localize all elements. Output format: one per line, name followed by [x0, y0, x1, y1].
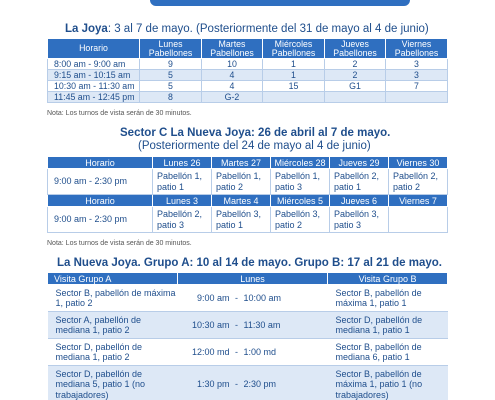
table-cell	[389, 207, 448, 233]
grupo-b-cell: Sector D, pabellón de mediana 1, patio 1	[328, 312, 448, 339]
start-time: 12:00 md	[178, 339, 230, 366]
table-cell: 7	[386, 81, 448, 92]
table-row	[48, 81, 448, 92]
table-row	[48, 169, 448, 195]
table-header-row	[48, 195, 448, 207]
table-cell: G1	[325, 81, 386, 92]
table-cell: 2	[325, 70, 386, 81]
table-cell	[263, 92, 325, 103]
table-cell: 9:15 am - 10:15 am	[48, 70, 140, 81]
table-cell: Pabellón 2, patio 3	[153, 207, 212, 233]
table-row	[48, 59, 448, 70]
header-miercoles: Miércoles Pabellones	[263, 39, 325, 59]
header-horario: Horario	[48, 195, 153, 207]
table-cell: 10:30 am - 11:30 am	[48, 81, 140, 92]
table-row	[48, 285, 448, 312]
header-day: Viernes 30	[389, 157, 448, 169]
table-header-row	[48, 157, 448, 169]
header-day: Jueves 29	[330, 157, 389, 169]
table-cell: Pabellón 1, patio 3	[271, 169, 330, 195]
time-dash: -	[230, 285, 244, 312]
table-cell: Pabellón 2, patio 1	[330, 169, 389, 195]
section1-title-bold: La Joya	[65, 23, 108, 35]
time-dash: -	[230, 339, 244, 366]
table-cell: 1	[263, 70, 325, 81]
table-cell: G-2	[202, 92, 263, 103]
table-row	[48, 70, 448, 81]
header-jueves: Jueves Pabellones	[325, 39, 386, 59]
header-day: Lunes 3	[153, 195, 212, 207]
table-cell: 2	[325, 59, 386, 70]
table-cell: 3	[386, 59, 448, 70]
grupo-b-cell: Sector B, pabellón de mediana 6, patio 1	[328, 339, 448, 366]
end-time: 2:30 pm	[244, 366, 328, 400]
table-header-row	[48, 273, 448, 285]
grupo-a-cell: Sector B, pabellón de máxima 1, patio 2	[48, 285, 178, 312]
table-row	[48, 339, 448, 366]
time-dash: -	[230, 366, 244, 400]
table-cell: Pabellón 1, patio 2	[212, 169, 271, 195]
table-cell: 15	[263, 81, 325, 92]
section1-title-rest: : 3 al 7 de mayo. (Posteriormente del 31 de mayo al 4 de junio)	[107, 23, 429, 35]
table-cell: Pabellón 3, patio 3	[330, 207, 389, 233]
table-cell: 5	[140, 70, 202, 81]
header-horario: Horario	[48, 39, 140, 59]
end-time: 1:00 md	[244, 339, 328, 366]
header-day: Martes 27	[212, 157, 271, 169]
grupo-a-cell: Sector A, pabellón de mediana 1, patio 2	[48, 312, 178, 339]
la-joya-table	[47, 38, 448, 103]
header-grupo-b: Visita Grupo B	[328, 273, 448, 285]
top-banner-stripe	[150, 0, 410, 6]
table-row	[48, 207, 448, 233]
table-row	[48, 312, 448, 339]
header-day: Miércoles 5	[271, 195, 330, 207]
header-lunes: Lunes Pabellones	[140, 39, 202, 59]
section2-title-line1: Sector C La Nueva Joya: 26 de abril al 7 de mayo.	[120, 127, 391, 139]
table-cell: Pabellón 3, patio 1	[212, 207, 271, 233]
table-cell: 1	[263, 59, 325, 70]
table-cell	[325, 92, 386, 103]
header-grupo-a: Visita Grupo A	[48, 273, 178, 285]
grupo-b-cell: Sector B, pabellón de máxima 1, patio 1	[328, 285, 448, 312]
header-viernes: Viernes Pabellones	[386, 39, 448, 59]
header-horario: Horario	[48, 157, 153, 169]
time-dash: -	[230, 312, 244, 339]
section1-title	[65, 22, 429, 36]
header-day: Viernes 7	[389, 195, 448, 207]
table-cell: Pabellón 1, patio 1	[153, 169, 212, 195]
grupo-b-cell: Sector B, pabellón de máxima 1, patio 1 (no trabajadores)	[328, 366, 448, 400]
table-cell: 4	[202, 81, 263, 92]
end-time: 10:00 am	[244, 285, 328, 312]
grupo-a-cell: Sector D, pabellón de mediana 1, patio 2	[48, 339, 178, 366]
start-time: 9:00 am	[178, 285, 230, 312]
table-cell	[386, 92, 448, 103]
table-cell: 3	[386, 70, 448, 81]
table-cell: 5	[140, 81, 202, 92]
table-cell: 4	[202, 70, 263, 81]
section1-note: Nota: Los turnos de vista serán de 30 minutos.	[47, 110, 192, 117]
top-banner	[0, 0, 495, 6]
table-cell: 9:00 am - 2:30 pm	[48, 207, 153, 233]
header-day: Martes 4	[212, 195, 271, 207]
header-day: Lunes 26	[153, 157, 212, 169]
table-header-row	[48, 39, 448, 59]
section2-title-line2: (Posteriormente del 24 de mayo al 4 de junio)	[138, 140, 371, 152]
sector-c-table	[47, 156, 448, 233]
section3-title: La Nueva Joya. Grupo A: 10 al 14 de mayo. Grupo B: 17 al 21 de mayo.	[57, 257, 442, 269]
header-day: Jueves 6	[330, 195, 389, 207]
table-cell: 9:00 am - 2:30 pm	[48, 169, 153, 195]
table-cell: 8:00 am - 9:00 am	[48, 59, 140, 70]
header-martes: Martes Pabellones	[202, 39, 263, 59]
table-cell: Pabellón 2, patio 2	[389, 169, 448, 195]
nueva-joya-grupos-table	[47, 272, 448, 400]
start-time: 10:30 am	[178, 312, 230, 339]
table-cell: 8	[140, 92, 202, 103]
table-cell: Pabellón 3, patio 2	[271, 207, 330, 233]
grupo-a-cell: Sector D, pabellón de mediana 5, patio 1 (no trabajadores)	[48, 366, 178, 400]
end-time: 11:30 am	[244, 312, 328, 339]
table-row	[48, 366, 448, 400]
table-cell: 10	[202, 59, 263, 70]
header-lunes: Lunes	[178, 273, 328, 285]
start-time: 1:30 pm	[178, 366, 230, 400]
table-row	[48, 92, 448, 103]
section2-note: Nota: Los turnos de vista serán de 30 minutos.	[47, 240, 192, 247]
table-cell: 9	[140, 59, 202, 70]
header-day: Miércoles 28	[271, 157, 330, 169]
table-cell: 11:45 am - 12:45 pm	[48, 92, 140, 103]
